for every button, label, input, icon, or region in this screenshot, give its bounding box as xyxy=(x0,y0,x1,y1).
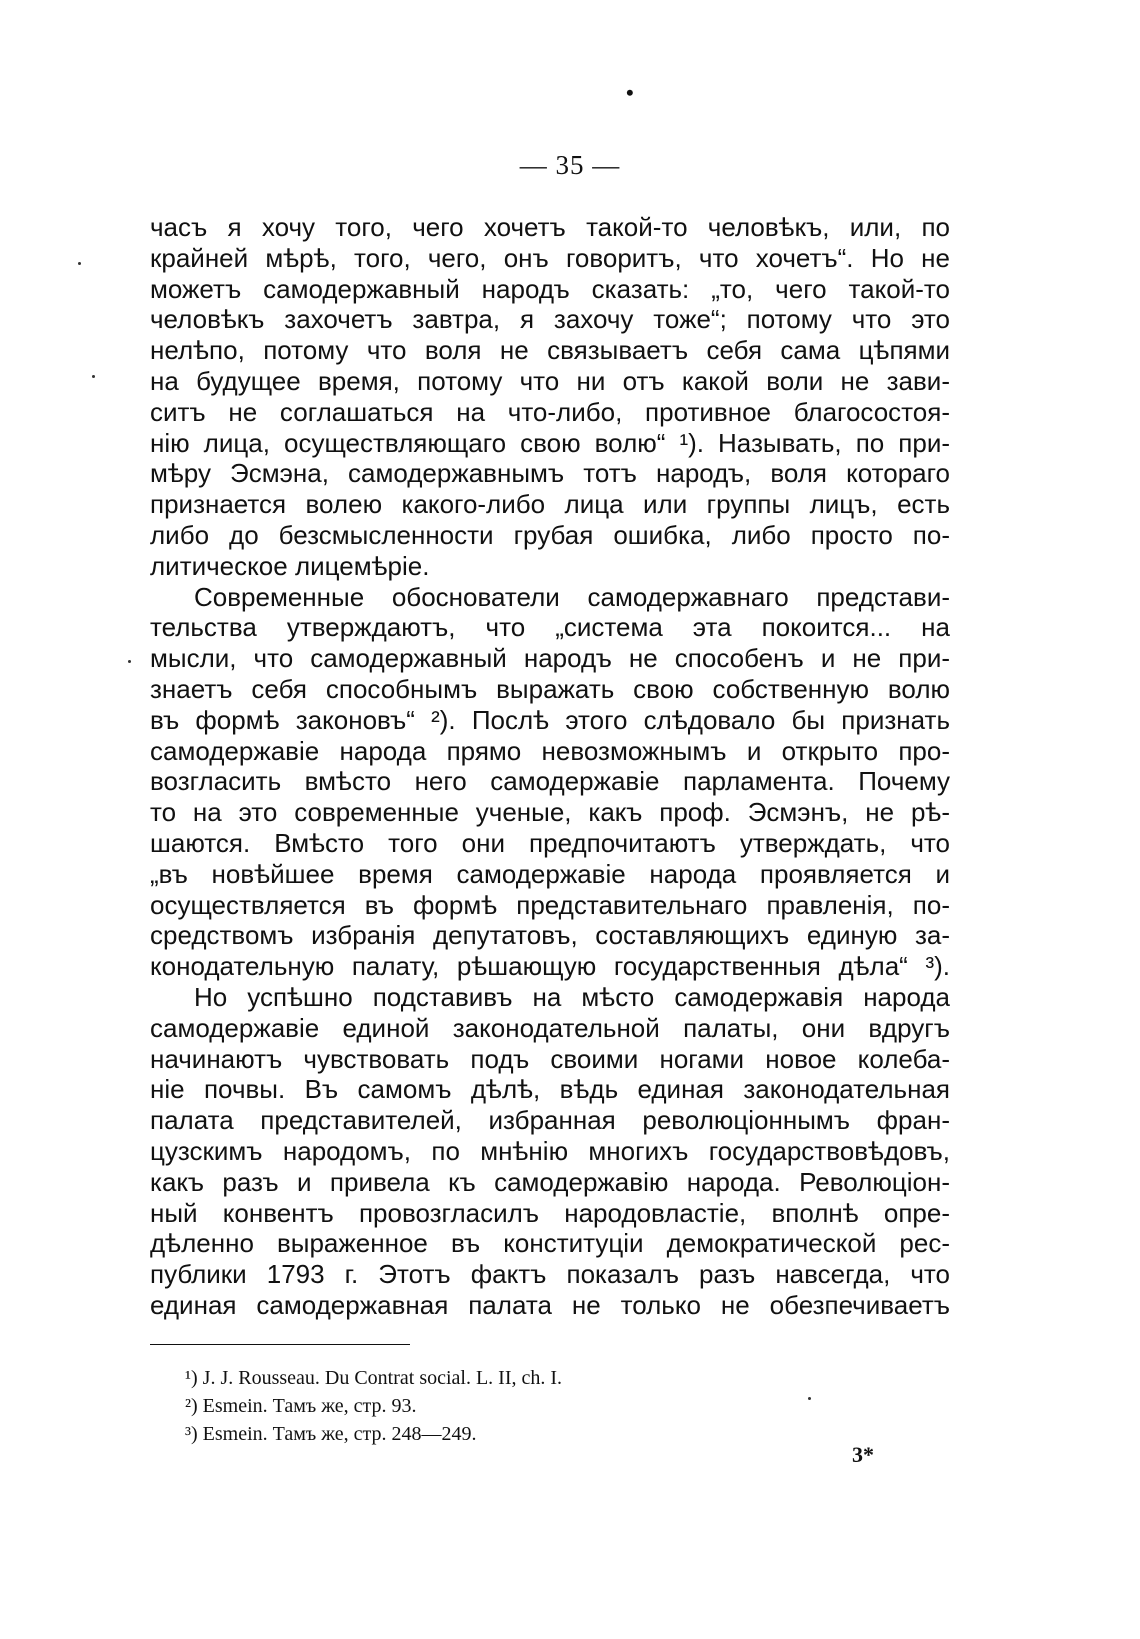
text-line: либо до безсмысленности грубая ошибка, либо просто по- xyxy=(150,519,950,550)
text-line: самодержавіе народа прямо невозможнымъ и открыто про- xyxy=(150,735,950,766)
body-text xyxy=(150,212,950,1321)
paragraph-start-line: Но успѣшно подставивъ на мѣсто самодержавія народа xyxy=(194,981,950,1012)
text-line: признается волею какого-либо лица или группы лицъ, есть xyxy=(150,489,950,520)
text-line: самодержавіе единой законодательной палаты, они вдругъ xyxy=(150,1012,950,1043)
text-line: нію лица, осуществляющаго свою волю“ ¹). Называть, по при- xyxy=(150,427,950,458)
text-line: то на это современные ученые, какъ проф. Эсмэнъ, не рѣ- xyxy=(150,797,950,828)
text-line: можетъ самодержавный народъ сказать: „то, чего такой-то xyxy=(150,273,950,304)
text-line: начинаютъ чувствовать подъ своими ногами новое колеба- xyxy=(150,1043,950,1074)
text-line: какъ разъ и привела къ самодержавію народа. Революціон- xyxy=(150,1166,950,1197)
text-line: литическое лицемѣріе. xyxy=(150,550,430,581)
text-line: палата представителей, избранная революціоннымъ фран- xyxy=(150,1105,950,1136)
scan-speck xyxy=(808,1397,811,1400)
footnote-2: ²) Esmein. Тамъ же, стр. 93. xyxy=(185,1395,417,1417)
text-line: цузскимъ народомъ, по мнѣнію многихъ государствовѣдовъ, xyxy=(150,1135,950,1166)
text-line: средствомъ избранія депутатовъ, составляющихъ единую за- xyxy=(150,920,950,951)
text-line: единая самодержавная палата не только не обезпечиваетъ xyxy=(150,1289,950,1320)
top-mark: • xyxy=(626,80,634,105)
text-line: мѣру Эсмэна, самодержавнымъ тотъ народъ, воля котораго xyxy=(150,458,950,489)
text-line: тельства утверждаютъ, что „система эта покоится... на xyxy=(150,612,950,643)
scan-speck xyxy=(128,660,131,663)
paragraph-start-line: Современные обоснователи самодержавнаго представи- xyxy=(194,581,950,612)
scan-speck xyxy=(78,262,81,265)
text-line: дѣленно выраженное въ конституціи демократической рес- xyxy=(150,1228,950,1259)
text-line: ніе почвы. Въ самомъ дѣлѣ, вѣдь единая законодательная xyxy=(150,1074,950,1105)
text-line: осуществляется въ формѣ представительнаго правленія, по- xyxy=(150,889,950,920)
text-line: часъ я хочу того, чего хочетъ такой-то человѣкъ, или, по xyxy=(150,212,950,242)
text-line: „въ новѣйшее время самодержавіе народа проявляется и xyxy=(150,858,950,889)
text-line: знаетъ себя способнымъ выражать свою собственную волю xyxy=(150,673,950,704)
footnote-1: ¹) J. J. Rousseau. Du Contrat social. L. II, ch. I. xyxy=(185,1367,563,1389)
text-line: человѣкъ захочетъ завтра, я захочу тоже“; потому что это xyxy=(150,304,950,335)
text-line: нелѣпо, потому что воля не связываетъ себя сама цѣпями xyxy=(150,335,950,366)
text-line: въ формѣ законовъ“ ²). Послѣ этого слѣдовало бы признать xyxy=(150,704,950,735)
page-number: — 35 — xyxy=(519,150,621,180)
text-line: ситъ не соглашаться на что-либо, противное благосостоя- xyxy=(150,396,950,427)
text-line: на будущее время, потому что ни отъ какой воли не зави- xyxy=(150,365,950,396)
text-line: возгласить вмѣсто него самодержавіе парламента. Почему xyxy=(150,766,950,797)
text-line: публики 1793 г. Этотъ фактъ показалъ разъ навсегда, что xyxy=(150,1259,950,1290)
signature-mark: 3* xyxy=(852,1442,874,1467)
text-line: ный конвентъ провозгласилъ народовластіе, вполнѣ опре- xyxy=(150,1197,950,1228)
text-line: конодательную палату, рѣшающую государственныя дѣла“ ³). xyxy=(150,951,950,982)
footnotes xyxy=(185,1364,562,1448)
footnote-3: ³) Esmein. Тамъ же, стр. 248—249. xyxy=(185,1423,477,1445)
scan-speck xyxy=(92,375,95,378)
text-line: крайней мѣрѣ, того, чего, онъ говоритъ, что хочетъ“. Но не xyxy=(150,242,950,273)
text-line: мысли, что самодержавный народъ не способенъ и не при- xyxy=(150,643,950,674)
footnote-divider xyxy=(150,1344,410,1345)
text-line: шаются. Вмѣсто того они предпочитаютъ утверждать, что xyxy=(150,827,950,858)
